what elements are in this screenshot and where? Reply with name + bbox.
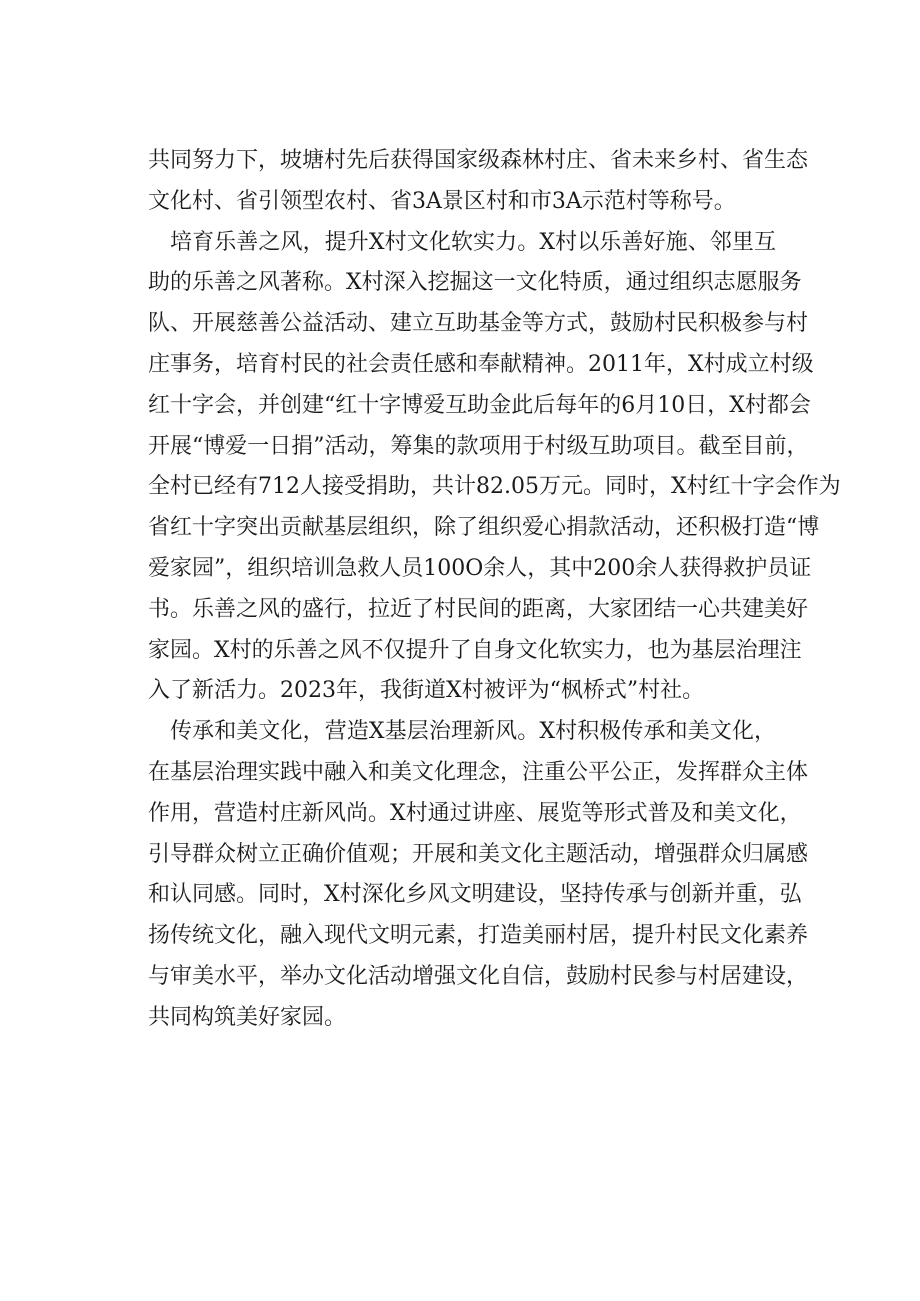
text-line: 与审美水平，举办文化活动增强文化自信，鼓励村民参与村居建设， [148,963,809,989]
text-line: 省红十字突出贡献基层组织，除了组织爱心捐款活动，还积极打造“博 [148,515,820,541]
text-line: 文化村、省引领型农村、省3A景区村和市3A示范村等称号。 [148,188,736,214]
text-line: 扬传统文化，融入现代文明元素，打造美丽村居，提升村民文化素养 [148,923,809,949]
document-page [148,141,841,1039]
text-line: 在基层治理实践中融入和美文化理念，注重公平公正，发挥群众主体 [148,759,809,785]
text-line: 开展“博爱一日捐”活动，筹集的款项用于村级互助项目。截至目前， [148,433,809,459]
text-line: 和认同感。同时，X村深化乡风文明建设，坚持传承与创新并重，弘 [148,882,802,908]
text-line: 红十字会，并创建“红十字博爱互助金此后每年的6月10日，X村都会 [148,392,811,418]
text-line: 作用，营造村庄新风尚。X村通过讲座、展览等形式普及和美文化， [148,800,802,826]
text-line: 共同努力下，坡塘村先后获得国家级森林村庄、省未来乡村、省生态 [148,148,809,173]
text-line: 全村已经有712人接受捐助，共计82.05万元。同时，X村红十字会作为 [148,474,841,500]
text-line: 书。乐善之风的盛行，拉近了村民间的距离，大家团结一心共建美好 [148,596,809,622]
paragraph-continued [148,141,809,223]
paragraph-harmony-culture [148,712,809,1038]
paragraph-charity-culture [148,223,841,713]
text-line: 传承和美文化，营造X基层治理新风。X村积极传承和美文化， [170,719,776,745]
text-line: 共同构筑美好家园。 [148,1004,347,1030]
text-line: 入了新活力。2023年，我街道X村被评为“枫桥式”村社。 [148,678,705,704]
text-line: 家园。X村的乐善之风不仅提升了自身文化软实力，也为基层治理注 [148,637,802,663]
text-line: 爱家园”，组织培训急救人员100O余人，其中200余人获得救护员证 [148,555,812,581]
text-line: 庄事务，培育村民的社会责任感和奉献精神。2011年，X村成立村级 [148,351,814,377]
text-line: 培育乐善之风，提升X村文化软实力。X村以乐善好施、邻里互 [170,229,776,255]
text-line: 引导群众树立正确价值观；开展和美文化主题活动，增强群众归属感 [148,841,809,867]
text-line: 助的乐善之风著称。X村深入挖掘这一文化特质，通过组织志愿服务 [148,270,802,296]
text-line: 队、开展慈善公益活动、建立互助基金等方式，鼓励村民积极参与村 [148,311,809,337]
